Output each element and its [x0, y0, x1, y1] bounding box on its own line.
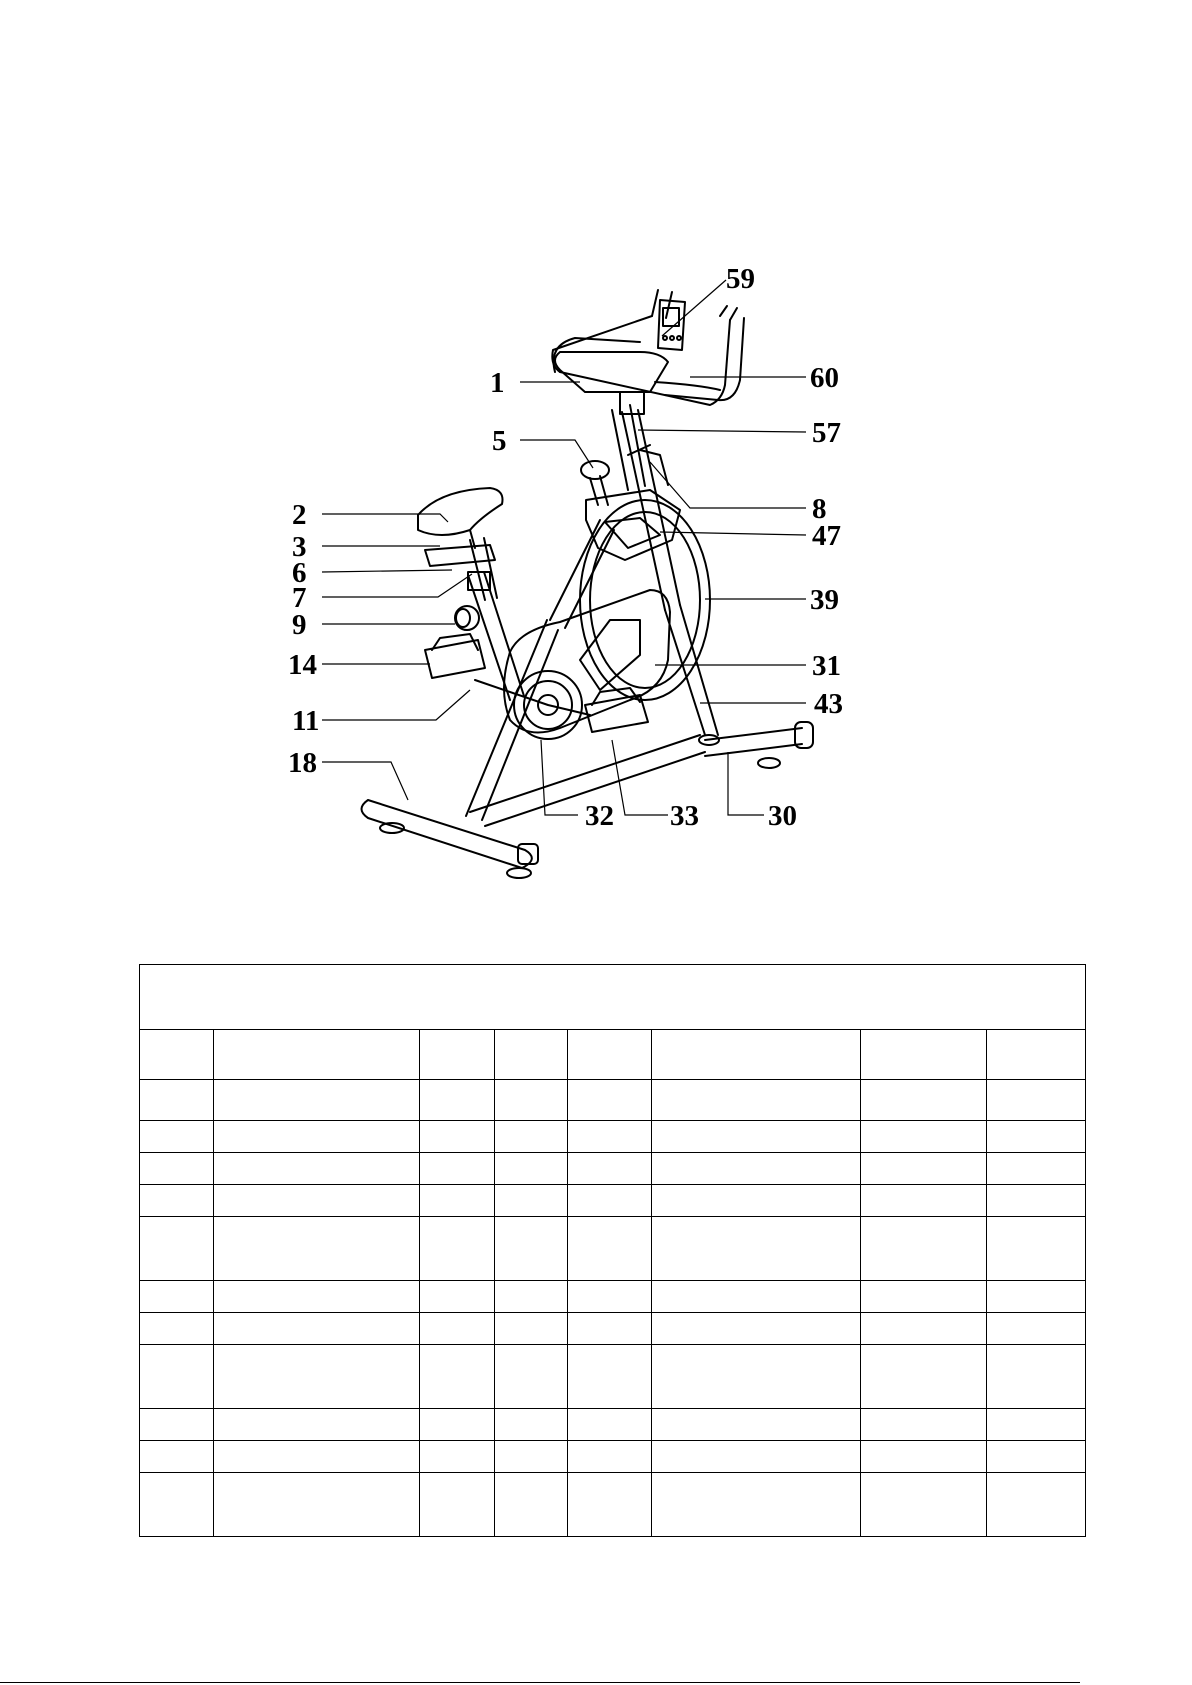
table-cell	[652, 1313, 861, 1345]
table-cell	[568, 1473, 652, 1537]
table-cell	[568, 1313, 652, 1345]
table-cell	[420, 1441, 495, 1473]
callout-59: 59	[726, 263, 755, 295]
table-cell	[420, 1217, 495, 1281]
table-cell	[987, 1217, 1086, 1281]
table-cell	[568, 1281, 652, 1313]
table-cell	[495, 1473, 568, 1537]
table-cell	[861, 1153, 987, 1185]
table-cell	[420, 1313, 495, 1345]
callout-39: 39	[810, 584, 839, 616]
table-cell	[652, 1281, 861, 1313]
table-cell	[652, 1121, 861, 1153]
table-cell	[495, 1409, 568, 1441]
table-cell	[861, 1441, 987, 1473]
callout-11: 11	[292, 705, 320, 737]
table-cell	[987, 1473, 1086, 1537]
table-header-cell	[568, 1030, 652, 1080]
table-cell	[214, 1281, 420, 1313]
callout-60: 60	[810, 362, 839, 394]
table-cell	[652, 1217, 861, 1281]
table-cell	[861, 1121, 987, 1153]
table-row	[140, 1409, 1086, 1441]
table-cell	[140, 1345, 214, 1409]
table-header-cell	[987, 1030, 1086, 1080]
table-cell	[861, 1217, 987, 1281]
table-cell	[214, 1153, 420, 1185]
table-cell	[140, 1080, 214, 1121]
table-row	[140, 1153, 1086, 1185]
table-row	[140, 1185, 1086, 1217]
table-row	[140, 1217, 1086, 1281]
callout-43: 43	[814, 688, 843, 720]
table-cell	[568, 1345, 652, 1409]
table-cell	[140, 1153, 214, 1185]
table-cell	[140, 1217, 214, 1281]
table-cell	[140, 1473, 214, 1537]
table-cell	[568, 1441, 652, 1473]
table-header-cell	[861, 1030, 987, 1080]
table-cell	[987, 1153, 1086, 1185]
table-cell	[652, 1153, 861, 1185]
table-cell	[495, 1217, 568, 1281]
table-cell	[861, 1185, 987, 1217]
table-cell	[495, 1080, 568, 1121]
table-cell	[987, 1281, 1086, 1313]
table-cell	[214, 1080, 420, 1121]
table-cell	[568, 1080, 652, 1121]
callout-30: 30	[768, 800, 797, 832]
table-cell	[987, 1441, 1086, 1473]
table-cell	[987, 1185, 1086, 1217]
table-cell	[420, 1473, 495, 1537]
table-header-cell	[420, 1030, 495, 1080]
table-row	[140, 1281, 1086, 1313]
table-cell	[861, 1409, 987, 1441]
table-cell	[652, 1473, 861, 1537]
table-caption-cell	[140, 965, 1086, 1030]
table-cell	[214, 1121, 420, 1153]
table-cell	[495, 1313, 568, 1345]
callout-8: 8	[812, 493, 827, 525]
table-cell	[214, 1409, 420, 1441]
callout-2: 2	[292, 499, 307, 531]
callout-6: 6	[292, 557, 307, 589]
table-cell	[214, 1217, 420, 1281]
table-cell	[214, 1441, 420, 1473]
table-cell	[861, 1473, 987, 1537]
table-cell	[987, 1121, 1086, 1153]
table-cell	[568, 1121, 652, 1153]
table-cell	[652, 1441, 861, 1473]
table-header-cell	[495, 1030, 568, 1080]
callout-labels	[288, 263, 843, 832]
table-cell	[652, 1080, 861, 1121]
table-cell	[214, 1185, 420, 1217]
callout-57: 57	[812, 417, 841, 449]
table-cell	[987, 1345, 1086, 1409]
table-cell	[140, 1313, 214, 1345]
table-cell	[420, 1153, 495, 1185]
page-footer-rule	[0, 1682, 1080, 1683]
table-cell	[420, 1409, 495, 1441]
table-row	[140, 1080, 1086, 1121]
table-header-row	[140, 1030, 1086, 1080]
table-row	[140, 1473, 1086, 1537]
callout-7: 7	[292, 582, 307, 614]
callout-3: 3	[292, 531, 307, 563]
table-cell	[420, 1185, 495, 1217]
table-cell	[420, 1121, 495, 1153]
callout-5: 5	[492, 425, 507, 457]
table-cell	[495, 1153, 568, 1185]
callout-1: 1	[490, 367, 505, 399]
bike-illustration	[362, 290, 814, 878]
table-row	[140, 1441, 1086, 1473]
table-cell	[420, 1080, 495, 1121]
table-cell	[140, 1409, 214, 1441]
table-cell	[652, 1345, 861, 1409]
table-cell	[568, 1153, 652, 1185]
table-cell	[140, 1441, 214, 1473]
table-row	[140, 1345, 1086, 1409]
table-cell	[495, 1345, 568, 1409]
table-header-cell	[214, 1030, 420, 1080]
table-cell	[495, 1281, 568, 1313]
callout-47: 47	[812, 520, 841, 552]
table-cell	[214, 1345, 420, 1409]
callout-14: 14	[288, 649, 317, 681]
table-cell	[568, 1217, 652, 1281]
table-cell	[140, 1121, 214, 1153]
table-cell	[495, 1441, 568, 1473]
table-cell	[214, 1313, 420, 1345]
parts-list-table	[139, 964, 1086, 1537]
table-cell	[987, 1409, 1086, 1441]
callout-18: 18	[288, 747, 317, 779]
table-cell	[987, 1313, 1086, 1345]
callout-33: 33	[670, 800, 699, 832]
table-row	[140, 1313, 1086, 1345]
table-cell	[420, 1281, 495, 1313]
table-cell	[861, 1080, 987, 1121]
table-cell	[652, 1409, 861, 1441]
table-cell	[568, 1409, 652, 1441]
table-cell	[568, 1185, 652, 1217]
table-cell	[140, 1281, 214, 1313]
table-row	[140, 1121, 1086, 1153]
table-cell	[861, 1281, 987, 1313]
table-cell	[861, 1345, 987, 1409]
callout-32: 32	[585, 800, 614, 832]
table-cell	[420, 1345, 495, 1409]
table-cell	[214, 1473, 420, 1537]
table-cell	[652, 1185, 861, 1217]
table-header-cell	[652, 1030, 861, 1080]
callout-9: 9	[292, 609, 307, 641]
table-cell	[861, 1313, 987, 1345]
table-cell	[495, 1185, 568, 1217]
table-cell	[495, 1121, 568, 1153]
table-cell	[140, 1185, 214, 1217]
callout-31: 31	[812, 650, 841, 682]
table-header-cell	[140, 1030, 214, 1080]
table-cell	[987, 1080, 1086, 1121]
